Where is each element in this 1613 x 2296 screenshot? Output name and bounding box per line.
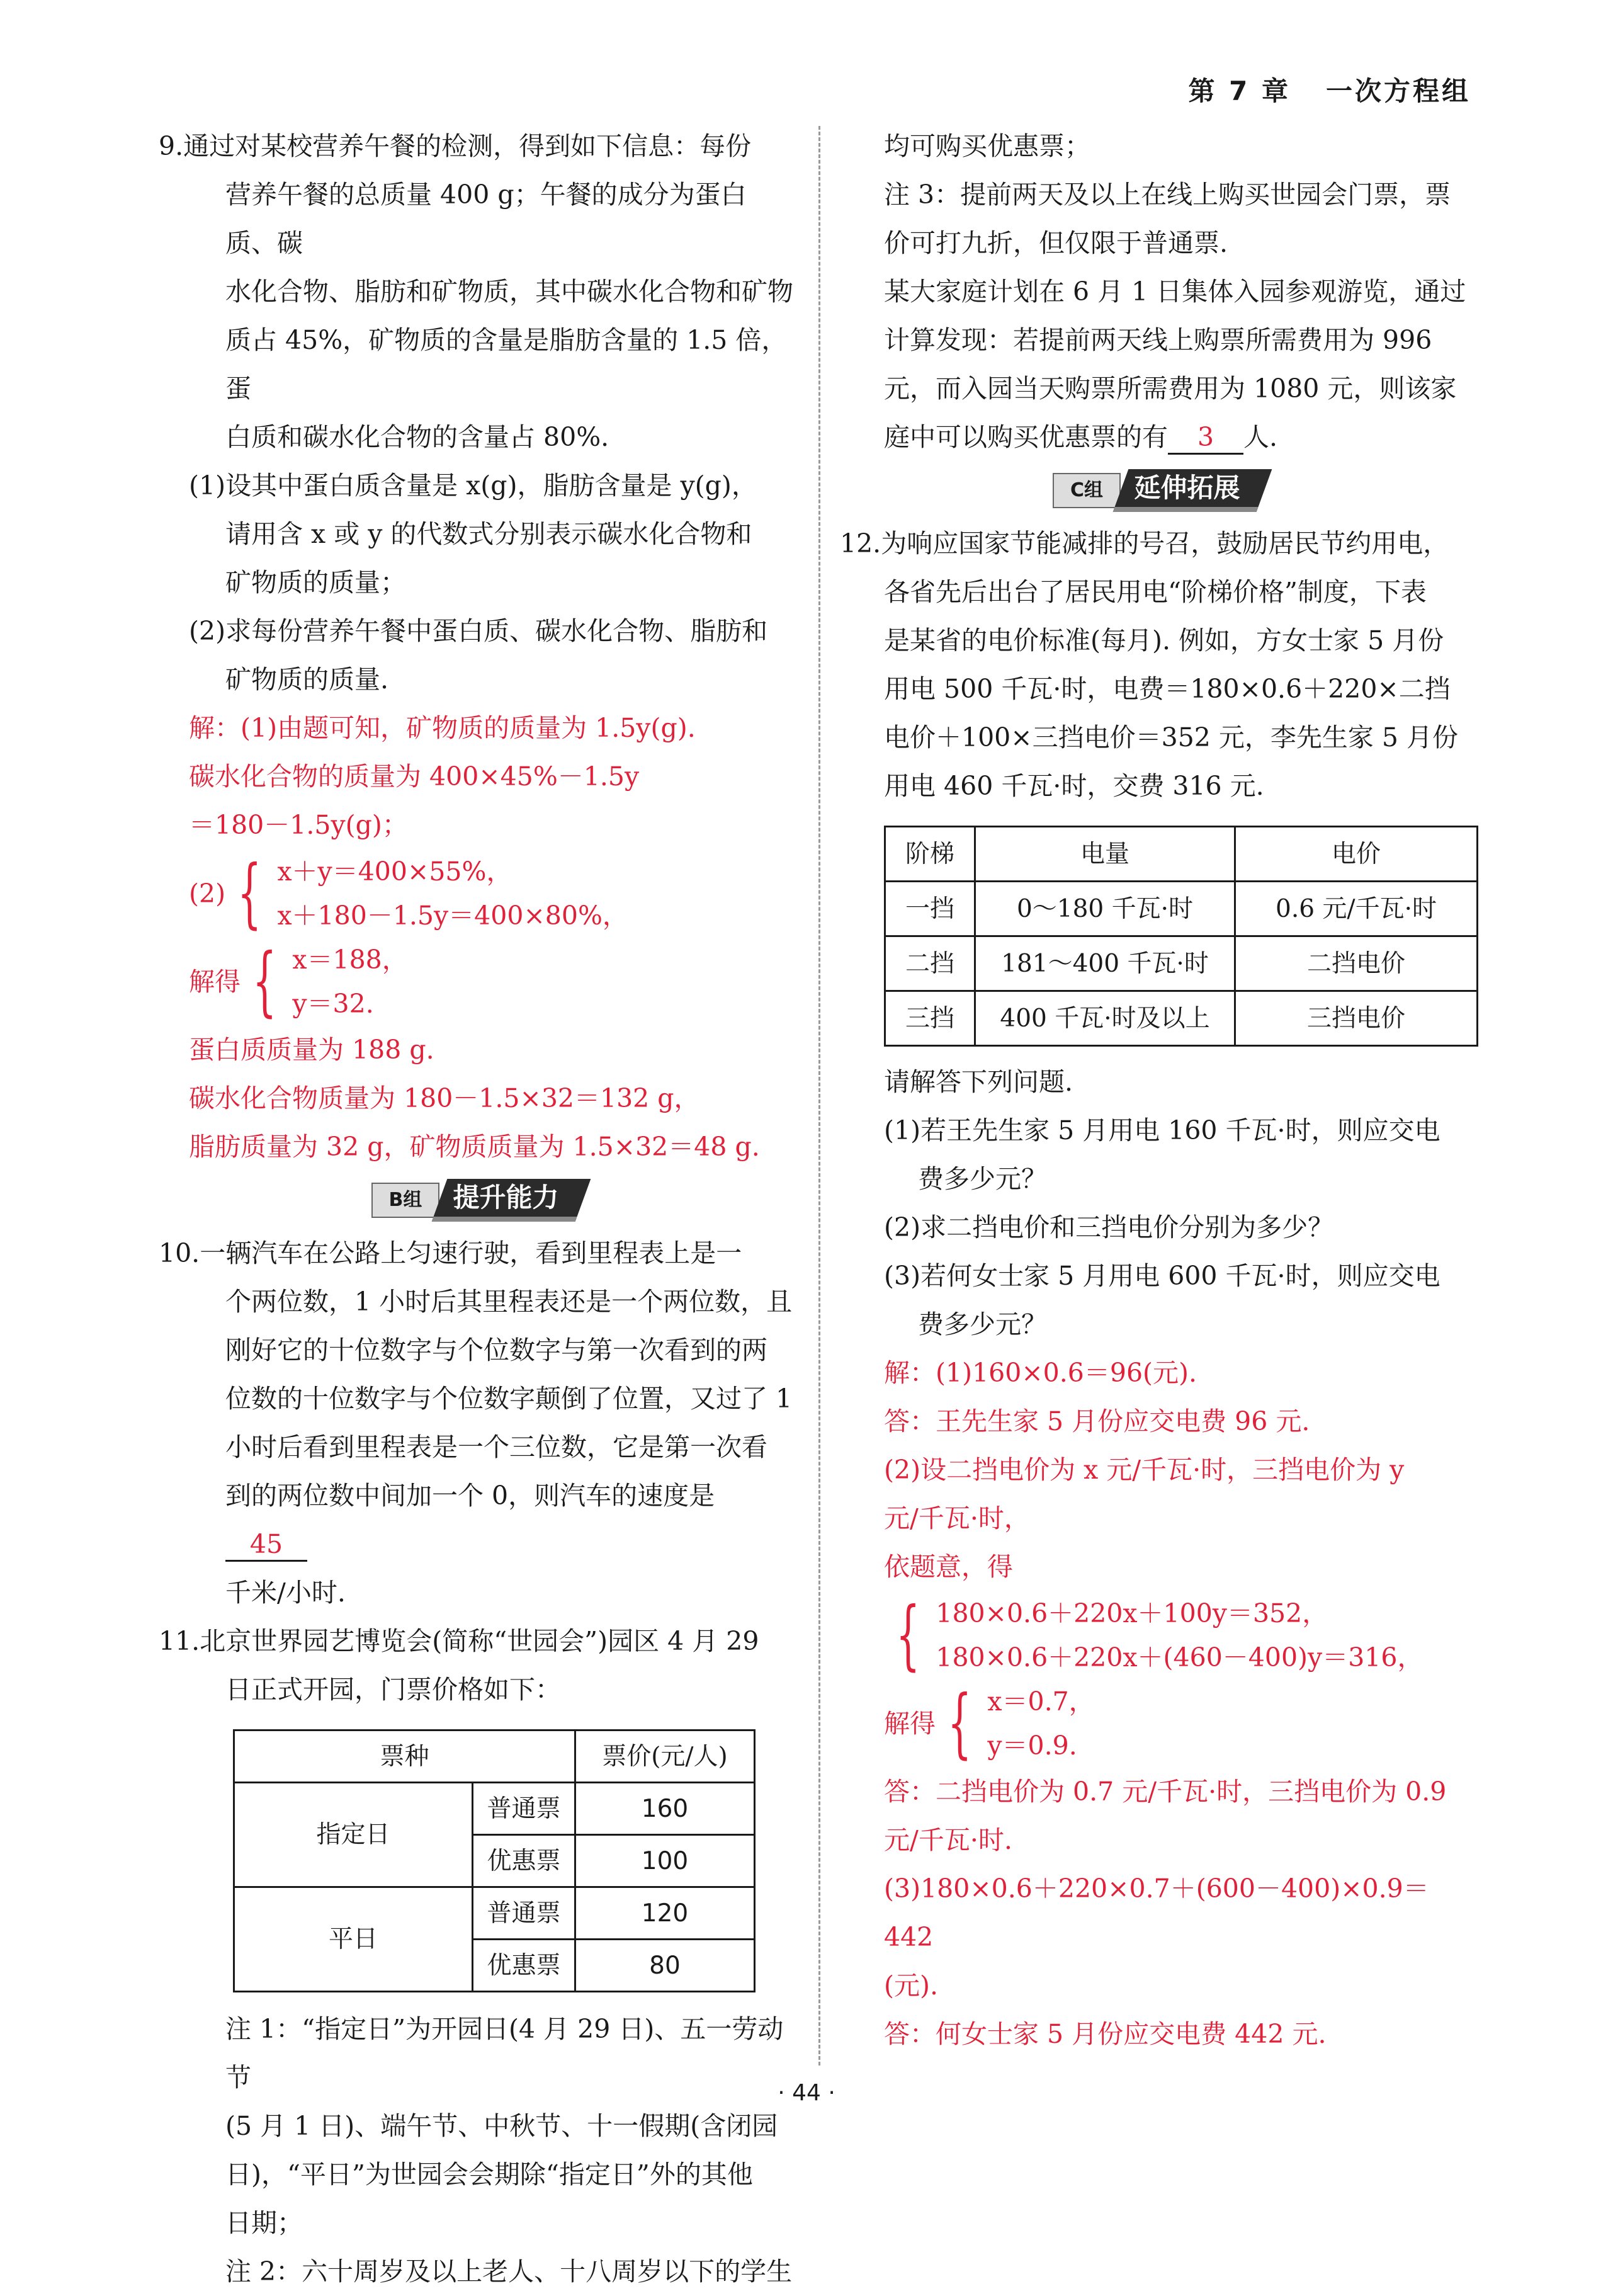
q9-equation-system xyxy=(159,850,796,938)
question-11-continued xyxy=(840,122,1477,462)
column-divider xyxy=(818,126,820,2066)
q9-stem-line: 质占 45%，矿物质的含量是脂肪含量的 1.5 倍，蛋 xyxy=(225,325,788,404)
chapter-number: 第 7 章 xyxy=(1188,76,1291,106)
q11-note-line: (5 月 1 日)、端午节、中秋节、十一假期(含闭园 xyxy=(225,2111,778,2141)
q11-text: 人. xyxy=(1243,422,1278,452)
left-brace-icon: { xyxy=(252,938,277,1025)
page-number: · 44 · xyxy=(778,2080,835,2106)
table-cell: 优惠票 xyxy=(473,1835,575,1887)
q12-answer-line: (3)180×0.6＋220×0.7＋(600－400)×0.9＝442 xyxy=(884,1873,1429,1952)
q10-stem-line: 小时后看到里程表是一个三位数，它是第一次看 xyxy=(225,1432,767,1462)
q9-answer-line: 蛋白质质量为 188 g. xyxy=(189,1035,434,1065)
question-12 xyxy=(840,520,1477,2059)
q12-part1-line: (1)若王先生家 5 月用电 160 千瓦·时，则应交电 xyxy=(884,1115,1440,1145)
table-cell: 0.6 元/千瓦·时 xyxy=(1235,882,1478,936)
banner-title-text: 提升能力 xyxy=(453,1182,559,1213)
q10-stem-line: 10.一辆汽车在公路上匀速行驶，看到里程表上是一 xyxy=(159,1238,742,1268)
q11-stem-line: 元，而入园当天购票所需费用为 1080 元，则该家 xyxy=(884,373,1457,404)
q11-stem-line: 日正式开园，门票价格如下： xyxy=(225,1674,561,1705)
q11-note-line: 注 3：提前两天及以上在线上购买世园会门票，票 xyxy=(884,179,1451,210)
table-cell: 181～400 千瓦·时 xyxy=(975,936,1235,991)
q9-part1-line: 矿物质的质量； xyxy=(225,567,406,598)
table-cell: 普通票 xyxy=(473,1783,575,1835)
q12-answer-line: 依题意，得 xyxy=(884,1552,1013,1582)
banner-title xyxy=(1113,469,1272,512)
q9-part2-line: 矿物质的质量. xyxy=(225,664,389,695)
table-cell: 指定日 xyxy=(234,1783,473,1887)
q9-part2-line: (2)求每份营养午餐中蛋白质、碳水化合物、脂肪和 xyxy=(189,616,768,646)
q11-note-line: 价可打九折，但仅限于普通票. xyxy=(884,228,1228,258)
table-header: 阶梯 xyxy=(885,827,975,882)
q10-unit: 千米/小时. xyxy=(225,1577,346,1608)
table-cell: 二挡 xyxy=(885,936,975,991)
table-cell: 80 xyxy=(575,1940,755,1992)
q12-stem-line: 电价＋100×三挡电价＝352 元，李先生家 5 月份 xyxy=(884,722,1459,753)
banner-group-label: C组 xyxy=(1053,473,1121,508)
table-cell: 一挡 xyxy=(885,882,975,936)
q11-note-line: 均可购买优惠票； xyxy=(884,131,1090,161)
table-cell: 100 xyxy=(575,1835,755,1887)
left-brace-icon: { xyxy=(948,1679,972,1767)
electricity-price-table xyxy=(884,826,1478,1047)
table-row xyxy=(885,936,1478,991)
q9-solution: y＝32. xyxy=(292,989,374,1019)
table-cell: 三挡 xyxy=(885,991,975,1046)
q11-note-line: 日期； xyxy=(225,2208,303,2238)
q10-answer-line xyxy=(159,1472,796,1569)
q9-solution-system xyxy=(159,938,796,1026)
q11-stem-line: 11.北京世界园艺博览会(简称“世园会”)园区 4 月 29 xyxy=(159,1626,759,1656)
q11-answer-line xyxy=(840,413,1477,462)
q9-equation: x＋y＝400×55%， xyxy=(277,856,512,887)
table-cell: 普通票 xyxy=(473,1887,575,1940)
chapter-title: 一次方程组 xyxy=(1325,76,1471,106)
table-header: 电量 xyxy=(975,827,1235,882)
q12-solution-system xyxy=(840,1679,1477,1768)
q12-stem-line: 用电 500 千瓦·时，电费＝180×0.6＋220×二挡 xyxy=(884,674,1451,704)
q10-text: 到的两位数中间加一个 0，则汽车的速度是 xyxy=(225,1480,715,1511)
q9-system-label: (2) xyxy=(189,878,226,909)
q12-stem-line: 用电 460 千瓦·时，交费 316 元. xyxy=(884,771,1264,801)
q12-answer-line: (2)设二挡电价为 x 元/千瓦·时，三挡电价为 y xyxy=(884,1455,1405,1485)
q9-answer-line: 碳水化合物质量为 180－1.5×32＝132 g， xyxy=(189,1083,700,1113)
q12-part3-line: (3)若何女士家 5 月用电 600 千瓦·时，则应交电 xyxy=(884,1261,1440,1291)
q12-answer-line: 解：(1)160×0.6＝96(元). xyxy=(884,1358,1197,1388)
q12-equation: 180×0.6＋220x＋100y＝352， xyxy=(936,1598,1328,1628)
q12-part2-line: (2)求二挡电价和三挡电价分别为多少？ xyxy=(884,1212,1334,1242)
q10-stem-line: 个两位数，1 小时后其里程表还是一个两位数，且 xyxy=(225,1287,793,1317)
left-brace-icon: { xyxy=(896,1591,920,1679)
section-banner-c xyxy=(840,470,1477,511)
q9-part1-line: (1)设其中蛋白质含量是 x(g)，脂肪含量是 y(g)， xyxy=(189,470,757,501)
q12-answer-line: (元). xyxy=(884,1970,939,2001)
banner-title-text: 延伸拓展 xyxy=(1134,472,1240,503)
table-header: 票价(元/人) xyxy=(575,1731,755,1783)
q12-stem-line: 是某省的电价标准(每月). 例如，方女士家 5 月份 xyxy=(884,625,1444,656)
table-row xyxy=(885,882,1478,936)
banner-title xyxy=(432,1179,591,1222)
question-10 xyxy=(159,1229,796,1617)
left-column xyxy=(159,122,796,2296)
q9-solution-label: 解得 xyxy=(189,967,241,997)
left-brace-icon: { xyxy=(237,850,262,937)
q11-note-line: 注 1：“指定日”为开园日(4 月 29 日)、五一劳动节 xyxy=(225,2014,784,2093)
ticket-price-table xyxy=(233,1729,756,1992)
table-row xyxy=(234,1783,755,1835)
right-column xyxy=(840,122,1477,2059)
q9-answer-line: ＝180－1.5y(g)； xyxy=(189,810,408,840)
question-11 xyxy=(159,1617,796,2296)
q9-part1-line: 请用含 x 或 y 的代数式分别表示碳水化合物和 xyxy=(225,519,752,549)
q11-note-line: 日)，“平日”为世园会会期除“指定日”外的其他 xyxy=(225,2159,753,2190)
q11-note-line: 注 2：六十周岁及以上老人、十八周岁以下的学生 xyxy=(225,2256,793,2287)
table-cell: 优惠票 xyxy=(473,1940,575,1992)
table-cell: 平日 xyxy=(234,1887,473,1992)
q12-answer-line: 答：二挡电价为 0.7 元/千瓦·时，三挡电价为 0.9 xyxy=(884,1776,1447,1807)
q12-stem-line: 各省先后出台了居民用电“阶梯价格”制度，下表 xyxy=(884,577,1427,607)
table-cell: 三挡电价 xyxy=(1235,991,1478,1046)
chapter-header xyxy=(1189,71,1471,108)
section-banner-b xyxy=(159,1180,796,1220)
table-cell: 160 xyxy=(575,1783,755,1835)
q12-answer-line: 答：何女士家 5 月份应交电费 442 元. xyxy=(884,2019,1327,2049)
q9-answer-line: 脂肪质量为 32 g，矿物质质量为 1.5×32＝48 g. xyxy=(189,1132,760,1162)
q10-answer-blank: 45 xyxy=(225,1528,307,1562)
q9-solution: x＝188， xyxy=(292,945,408,975)
q9-answer-line: 解：(1)由题可知，矿物质的质量为 1.5y(g). xyxy=(189,713,696,743)
q10-stem-line: 刚好它的十位数字与个位数字与第一次看到的两 xyxy=(225,1335,767,1365)
q12-instruction: 请解答下列问题. xyxy=(884,1067,1073,1097)
q12-equation-system xyxy=(840,1591,1477,1679)
table-row xyxy=(885,827,1478,882)
q12-part3-line: 费多少元？ xyxy=(918,1309,1047,1339)
q9-equation: x＋180－1.5y＝400×80%， xyxy=(277,901,628,931)
q11-text: 庭中可以购买优惠票的有 xyxy=(884,422,1168,452)
q9-answer-line: 碳水化合物的质量为 400×45%－1.5y xyxy=(189,761,640,792)
q12-solution-label: 解得 xyxy=(884,1708,936,1739)
q12-answer-line: 元/千瓦·时， xyxy=(884,1503,1030,1533)
q10-stem-line: 位数的十位数字与个位数字颠倒了位置，又过了 1 xyxy=(225,1384,793,1414)
table-header: 电价 xyxy=(1235,827,1478,882)
banner-group-label: B组 xyxy=(371,1183,440,1218)
q9-stem-line: 水化合物、脂肪和矿物质，其中碳水化合物和矿物 xyxy=(225,276,793,307)
q12-answer-line: 答：王先生家 5 月份应交电费 96 元. xyxy=(884,1406,1310,1436)
table-cell: 120 xyxy=(575,1887,755,1940)
q12-solution: x＝0.7， xyxy=(987,1686,1095,1717)
q12-part1-line: 费多少元？ xyxy=(918,1164,1047,1194)
q11-stem-line: 计算发现：若提前两天线上购票所需费用为 996 xyxy=(884,325,1432,355)
table-cell: 400 千瓦·时及以上 xyxy=(975,991,1235,1046)
table-cell: 二挡电价 xyxy=(1235,936,1478,991)
q9-stem-line: 9.通过对某校营养午餐的检测，得到如下信息：每份 xyxy=(159,131,752,161)
table-cell: 0～180 千瓦·时 xyxy=(975,882,1235,936)
question-9 xyxy=(159,122,796,1171)
q12-stem-line: 12.为响应国家节能减排的号召，鼓励居民节约用电， xyxy=(840,528,1449,559)
q12-answer-line: 元/千瓦·时. xyxy=(884,1825,1012,1855)
q12-solution: y＝0.9. xyxy=(987,1731,1077,1761)
table-row xyxy=(234,1731,755,1783)
q9-stem-line: 白质和碳水化合物的含量占 80%. xyxy=(225,422,609,452)
q11-answer-blank: 3 xyxy=(1168,421,1243,455)
table-row xyxy=(885,991,1478,1046)
table-header: 票种 xyxy=(234,1731,575,1783)
q11-stem-line: 某大家庭计划在 6 月 1 日集体入园参观游览，通过 xyxy=(884,276,1466,307)
q12-equation: 180×0.6＋220x＋(460－400)y＝316， xyxy=(936,1642,1423,1673)
q9-stem-line: 营养午餐的总质量 400 g；午餐的成分为蛋白质、碳 xyxy=(225,179,747,258)
table-row xyxy=(234,1887,755,1940)
